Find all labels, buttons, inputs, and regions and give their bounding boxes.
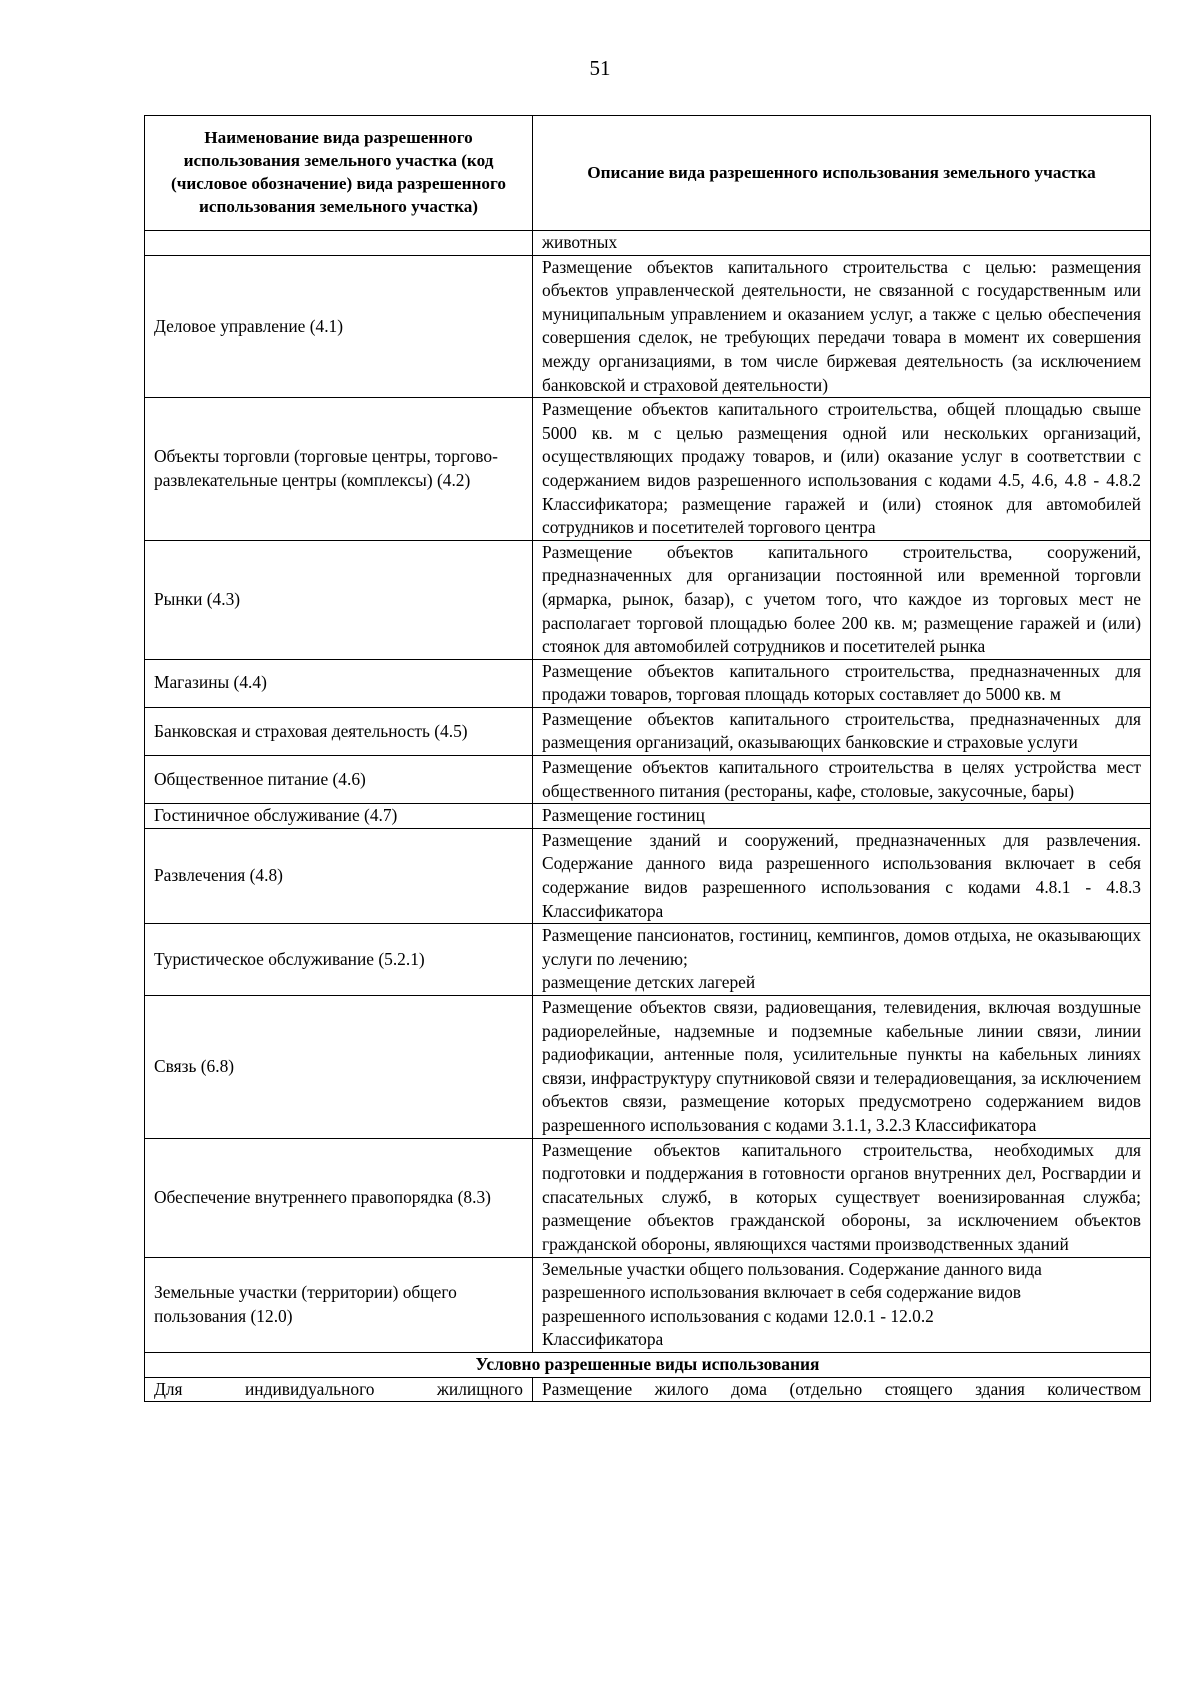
table-row [145,924,1151,996]
row-description: Размещение объектов связи, радиовещания, телевидения, включая воздушные радиорелейные, надземные и подземные кабельные линии связи, линии радиофикации, антенные поля, усилительные пункты на кабельных линиях связи, инфраструктуру спутниковой связи и телерадиовещания, за исключением объектов связи, размещение которых предусмотрено содержанием видов разрешенного использования с кодами 3.1.1, 3.2.3 Классификатора [533,996,1151,1139]
row-name: Деловое управление (4.1) [145,255,533,398]
row-description: Размещение объектов капитального строительства, предназначенных для размещения организаций, оказывающих банковские и страховые услуги [533,707,1151,755]
row-description [533,924,1151,996]
row-description: Размещение жилого дома (отдельно стоящего здания количеством [533,1377,1151,1402]
table-row [145,1138,1151,1257]
row-description: Размещение зданий и сооружений, предназначенных для развлечения. Содержание данного вида разрешенного использования включает в себя содержание видов разрешенного использования с кодами 4.8.1 - 4.8.3 Классификатора [533,828,1151,923]
table-header-row [145,116,1151,231]
row-description: Размещение объектов капитального строительства с целью: размещения объектов управленческой деятельности, не связанной с государственным или муниципальным управлением и оказанием услуг, а также с целью обеспечения совершения сделок, не требующих передачи товара в момент их совершения между организациями, в том числе биржевая деятельность (за исключением банковской и страховой деятельности) [533,255,1151,398]
section-header-row [145,1352,1151,1377]
row-name: Магазины (4.4) [145,659,533,707]
row-name: Связь (6.8) [145,996,533,1139]
table-row [145,231,1151,256]
page-number: 51 [589,56,611,80]
row-name: Земельные участки (территории) общего пользования (12.0) [145,1257,533,1352]
section-title: Условно разрешенные виды использования [145,1352,1151,1377]
table-row [145,540,1151,659]
row-description: Размещение объектов капитального строительства, необходимых для подготовки и поддержания в готовности органов внутренних дел, Росгвардии и спасательных служб, в которых существует военизированная служба; размещение объектов гражданской обороны, за исключением объектов гражданской обороны, являющихся частями производственных зданий [533,1138,1151,1257]
row-description: Размещение объектов капитального строительства, предназначенных для продажи товаров, торговая площадь которых составляет до 5000 кв. м [533,659,1151,707]
description-line: разрешенного использования включает в себя содержание видов [542,1282,1022,1303]
row-description: животных [533,231,1151,256]
description-line: Земельные участки общего пользования. Содержание данного вида [542,1258,1042,1279]
table-row [145,659,1151,707]
table-row [145,255,1151,398]
row-name: Гостиничное обслуживание (4.7) [145,804,533,829]
table-row [145,804,1151,829]
row-description: Размещение объектов капитального строительства, сооружений, предназначенных для организации постоянной или временной торговли (ярмарка, рынок, базар), с учетом того, что каждое из торговых мест не располагает торговой площадью более 200 кв. м; размещение гаражей и (или) стоянок для автомобилей сотрудников и посетителей рынка [533,540,1151,659]
row-name [145,231,533,256]
table-row [145,756,1151,804]
description-line: Размещение пансионатов, гостиниц, кемпингов, домов отдыха, не оказывающих услуги по лечению; [542,925,1141,969]
row-name: Рынки (4.3) [145,540,533,659]
description-line: Классификатора [542,1329,664,1350]
row-name: Объекты торговли (торговые центры, торгово-развлекательные центры (комплексы) (4.2) [145,398,533,541]
table-row [145,398,1151,541]
table-row [145,707,1151,755]
row-name: Развлечения (4.8) [145,828,533,923]
row-name: Банковская и страховая деятельность (4.5) [145,707,533,755]
row-description: Размещение объектов капитального строительства в целях устройства мест общественного питания (рестораны, кафе, столовые, закусочные, бары) [533,756,1151,804]
row-description [533,1257,1151,1352]
header-description-column: Описание вида разрешенного использования земельного участка [533,116,1151,231]
row-description: Размещение гостиниц [533,804,1151,829]
row-name: Туристическое обслуживание (5.2.1) [145,924,533,996]
row-name: Общественное питание (4.6) [145,756,533,804]
row-description: Размещение объектов капитального строительства, общей площадью свыше 5000 кв. м с целью размещения одной или нескольких организаций, осуществляющих продажу товаров, и (или) оказание услуг в соответствии с содержанием видов разрешенного использования с кодами 4.5, 4.6, 4.8 - 4.8.2 Классификатора; размещение гаражей и (или) стоянок для автомобилей сотрудников и посетителей торгового центра [533,398,1151,541]
row-name: Обеспечение внутреннего правопорядка (8.3) [145,1138,533,1257]
table-row [145,1377,1151,1402]
table-row [145,1257,1151,1352]
table-row [145,996,1151,1139]
description-line: размещение детских лагерей [542,972,756,993]
header-name-column: Наименование вида разрешенного использования земельного участка (код (числовое обозначение) вида разрешенного использования земельного участка) [145,116,533,231]
table-row [145,828,1151,923]
row-name: Для индивидуального жилищного [145,1377,533,1402]
land-use-table [144,115,1151,1402]
description-line: разрешенного использования с кодами 12.0.1 - 12.0.2 [542,1305,934,1326]
